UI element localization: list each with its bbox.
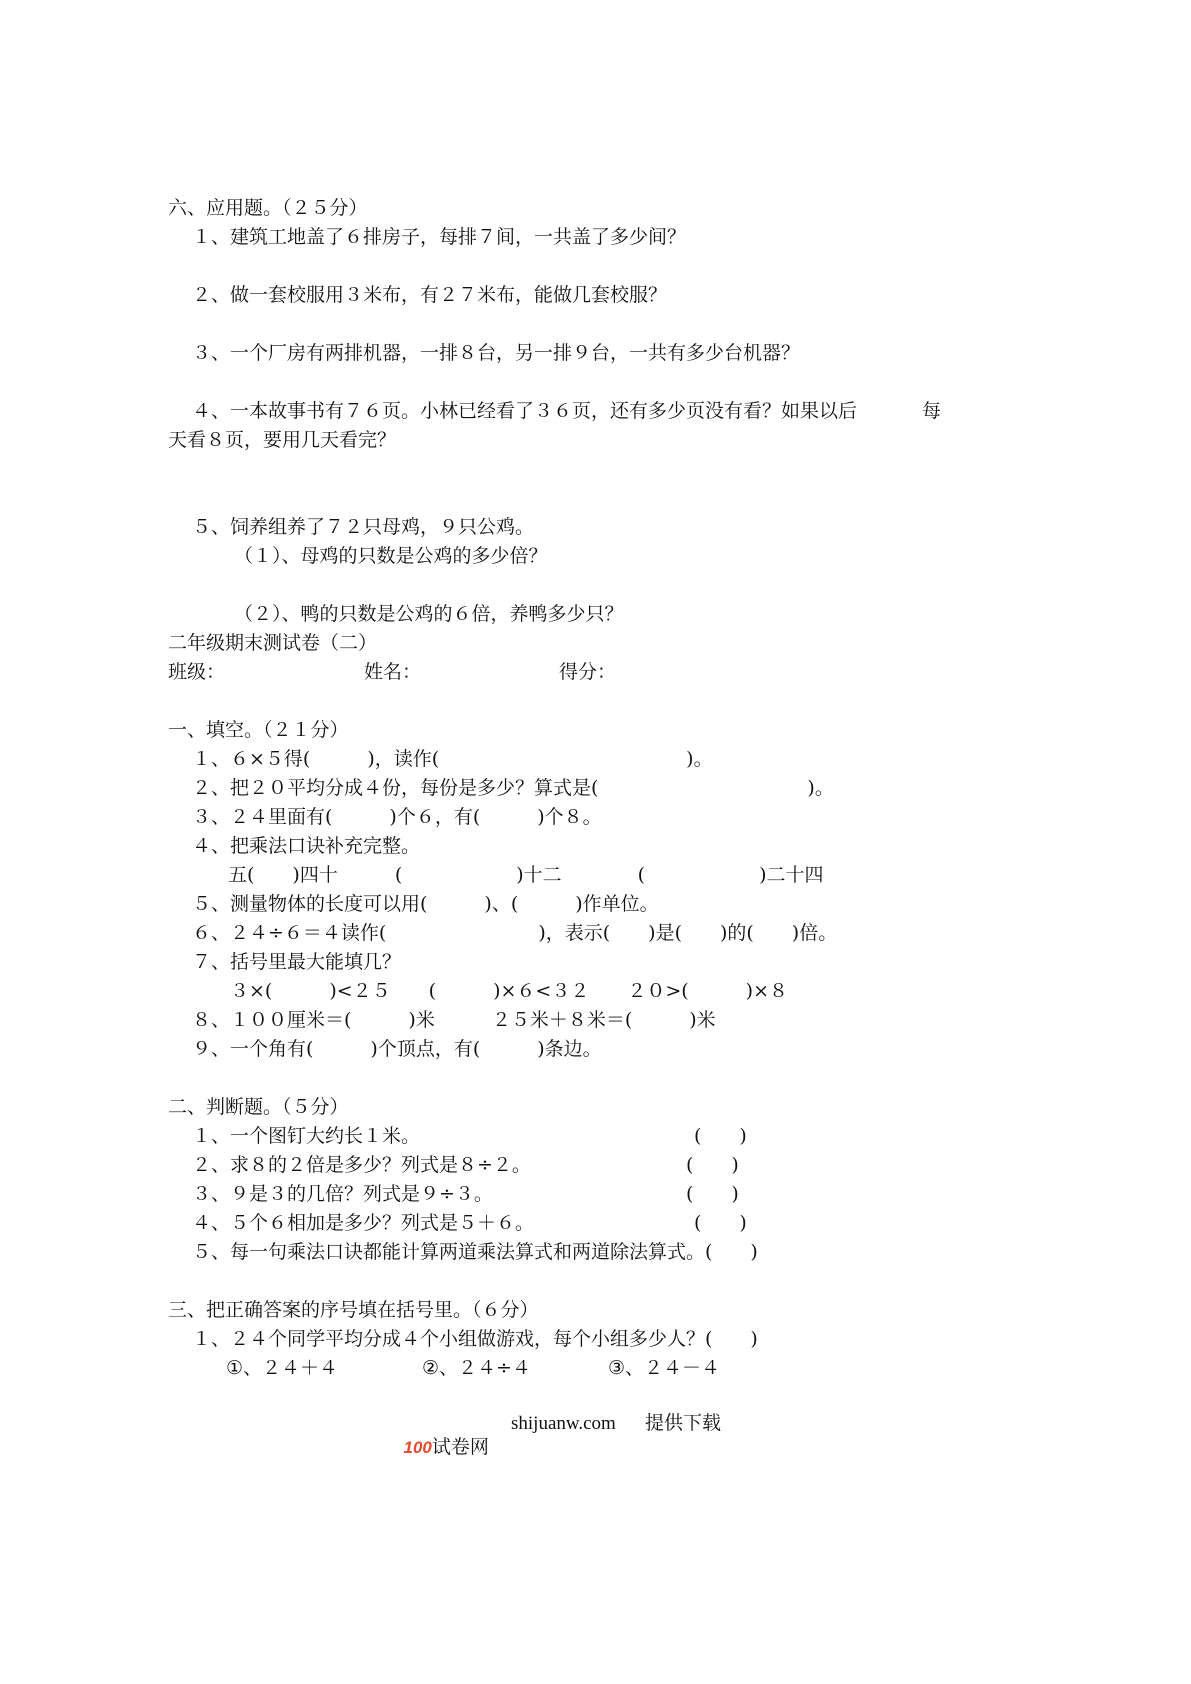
section1-title: 一、填空。（２１分） [168, 719, 349, 741]
section6-title: 六、应用题。（２５分） [168, 197, 368, 219]
section2-q2-blank: ( ) [686, 1154, 739, 1176]
section1-q7: ７、括号里最大能填几？ [192, 951, 402, 973]
section6-q1: １、建筑工地盖了６排房子，每排７间，一共盖了多少间？ [192, 226, 687, 248]
section1-q7-row: ３×( )<２５ ( )×６<３２ ２０>( )×８ [230, 980, 788, 1002]
section1-q4-row: 五( )四十 ( )十二 ( )二十四 [228, 864, 824, 886]
section6-q5-part2: （２）、鸭的只数是公鸡的６倍，养鸭多少只？ [234, 603, 624, 625]
score-label: 得分： [559, 661, 617, 683]
section3-title: 三、把正确答案的序号填在括号里。（６分） [168, 1299, 539, 1321]
section2-title: 二、判断题。（５分） [168, 1096, 349, 1118]
exam-title: 二年级期末测试卷（二） [168, 632, 378, 654]
section2-q4: ４、５个６相加是多少？列式是５＋６。 [192, 1212, 535, 1234]
section6-q3: ３、一个厂房有两排机器，一排８台，另一排９台，一共有多少台机器？ [192, 342, 801, 364]
section2-q2: ２、求８的２倍是多少？列式是８÷２。 [192, 1154, 531, 1176]
section6-q4-continued: 天看８页，要用几天看完？ [168, 429, 397, 451]
section3-q1-option2: ②、２４÷４ [422, 1357, 531, 1379]
footer-brand [394, 1412, 489, 1460]
name-label: 姓名： [364, 661, 422, 683]
section6-q4: ４、一本故事书有７６页。小林已经看了３６页，还有多少页没有看？如果以后 [192, 400, 858, 422]
section1-q9: ９、一个角有( )个顶点，有( )条边。 [192, 1038, 602, 1060]
section1-q8: ８、１００厘米＝( )米 ２５米＋８米＝( )米 [192, 1009, 716, 1031]
section3-q1-option1: ①、２４＋４ [226, 1357, 339, 1379]
section2-q4-blank: ( ) [694, 1212, 747, 1234]
section1-q3: ３、２４里面有( )个６，有( )个８。 [192, 806, 602, 828]
class-label: 班级： [168, 661, 226, 683]
section1-q2: ２、把２０平均分成４份，每份是多少？算式是( )。 [192, 777, 834, 799]
section2-q1: １、一个图钉大约长１米。 [192, 1125, 421, 1147]
site-logo-icon: 100 [403, 1438, 432, 1457]
footer-note: 提供下载 [645, 1413, 722, 1434]
section2-q5: ５、每一句乘法口诀都能计算两道乘法算式和两道除法算式。( ) [192, 1241, 758, 1263]
section1-q1: １、６×５得( )，读作( )。 [192, 748, 713, 770]
section3-q1-option3: ③、２４－４ [608, 1357, 721, 1379]
section6-q5: ５、饲养组养了７２只母鸡，９只公鸡。 [192, 516, 535, 538]
section1-q4: ４、把乘法口诀补充完整。 [192, 835, 421, 857]
section3-q1: １、２４个同学平均分成４个小组做游戏，每个小组多少人？( ) [192, 1328, 758, 1350]
section1-q5: ５、测量物体的长度可以用( )、( )作单位。 [192, 893, 659, 915]
section6-q2: ２、做一套校服用３米布，有２７米布，能做几套校服？ [192, 284, 668, 306]
section1-q6: ６、２４÷６＝４读作( )，表示( )是( )的( )倍。 [192, 922, 838, 944]
footer-domain: shijuanw.com [511, 1413, 616, 1434]
section6-q5-part1: （１）、母鸡的只数是公鸡的多少倍？ [234, 545, 548, 567]
section2-q3-blank: ( ) [686, 1183, 739, 1205]
site-name: 试卷网 [431, 1437, 489, 1458]
section2-q3: ３、９是３的几倍？列式是９÷３。 [192, 1183, 493, 1205]
section2-q1-blank: ( ) [694, 1125, 747, 1147]
section6-q4-tail: 每 [922, 400, 942, 422]
